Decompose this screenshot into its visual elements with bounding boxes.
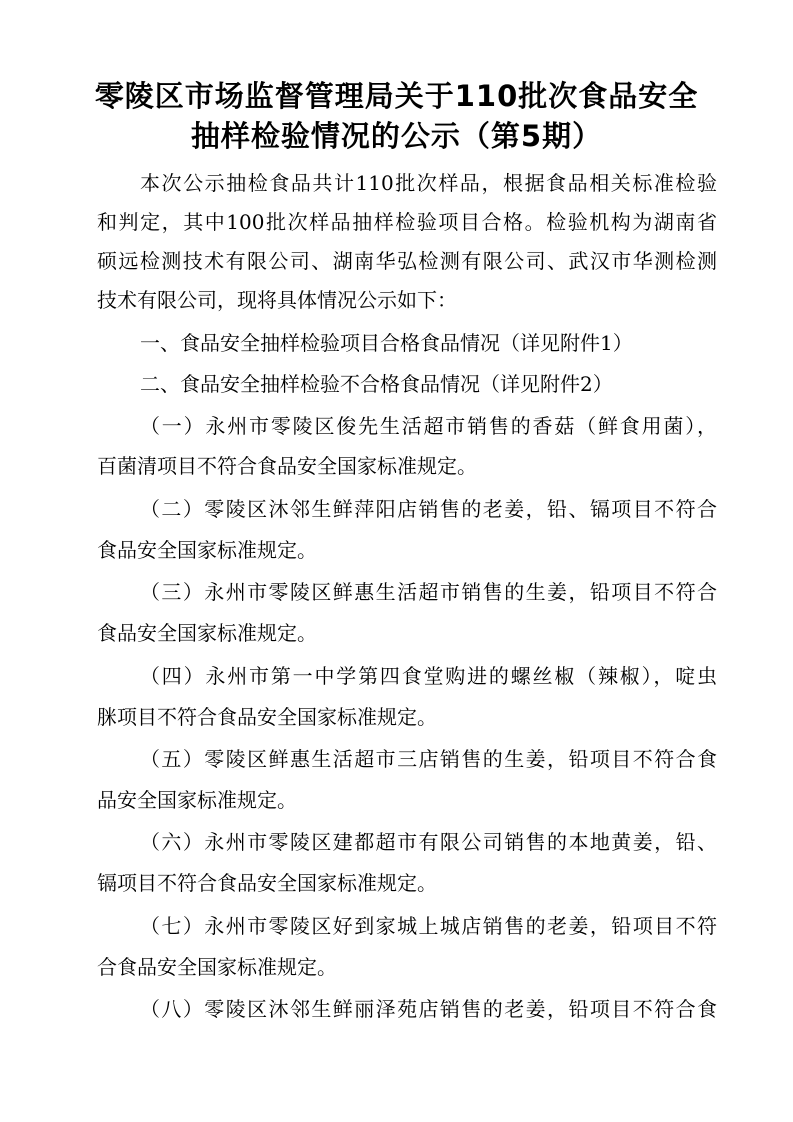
item-1-line-2: 百菌清项目不符合食品安全国家标准规定。 bbox=[97, 454, 477, 478]
item-1-line-1: （一）永州市零陵区俊先生活超市销售的香菇（鲜食用菌）， bbox=[140, 414, 717, 438]
item-3-line-1: （三）永州市零陵区鲜惠生活超市销售的生姜，铅项目不符合 bbox=[140, 580, 717, 604]
item-7-line-1: （七）永州市零陵区好到家城上城店销售的老姜，铅项目不符 bbox=[140, 914, 717, 938]
item-4-line-2: 脒项目不符合食品安全国家标准规定。 bbox=[97, 705, 437, 729]
item-6-line-2: 镉项目不符合食品安全国家标准规定。 bbox=[97, 871, 437, 895]
intro-line-4: 技术有限公司，现将具体情况公示如下： bbox=[97, 288, 457, 312]
intro-line-1: 本次公示抽检食品共计110批次样品，根据食品相关标准检验 bbox=[140, 171, 717, 195]
item-3-line-2: 食品安全国家标准规定。 bbox=[97, 621, 317, 645]
item-2-line-1: （二）零陵区沐邻生鲜萍阳店销售的老姜，铅、镉项目不符合 bbox=[140, 497, 717, 521]
item-5-line-1: （五）零陵区鲜惠生活超市三店销售的生姜，铅项目不符合食 bbox=[140, 747, 717, 771]
document-title-line-1: 零陵区市场监督管理局关于110批次食品安全 bbox=[94, 79, 699, 113]
item-7-line-2: 合食品安全国家标准规定。 bbox=[97, 955, 337, 979]
intro-line-3: 硕远检测技术有限公司、湖南华弘检测有限公司、武汉市华测检测 bbox=[97, 249, 717, 273]
item-5-line-2: 品安全国家标准规定。 bbox=[97, 788, 297, 812]
intro-line-2: 和判定，其中100批次样品抽样检验项目合格。检验机构为湖南省 bbox=[97, 210, 717, 234]
section-2-heading: 二、食品安全抽样检验不合格食品情况（详见附件2） bbox=[140, 372, 613, 396]
item-6-line-1: （六）永州市零陵区建都超市有限公司销售的本地黄姜，铅、 bbox=[140, 830, 717, 854]
section-1-heading: 一、食品安全抽样检验项目合格食品情况（详见附件1） bbox=[140, 331, 633, 355]
item-2-line-2: 食品安全国家标准规定。 bbox=[97, 538, 317, 562]
document-title-line-2: 抽样检验情况的公示（第5期） bbox=[190, 119, 603, 153]
item-4-line-1: （四）永州市第一中学第四食堂购进的螺丝椒（辣椒），啶虫 bbox=[140, 664, 717, 688]
item-8-line-1: （八）零陵区沐邻生鲜丽泽苑店销售的老姜，铅项目不符合食 bbox=[140, 997, 717, 1021]
